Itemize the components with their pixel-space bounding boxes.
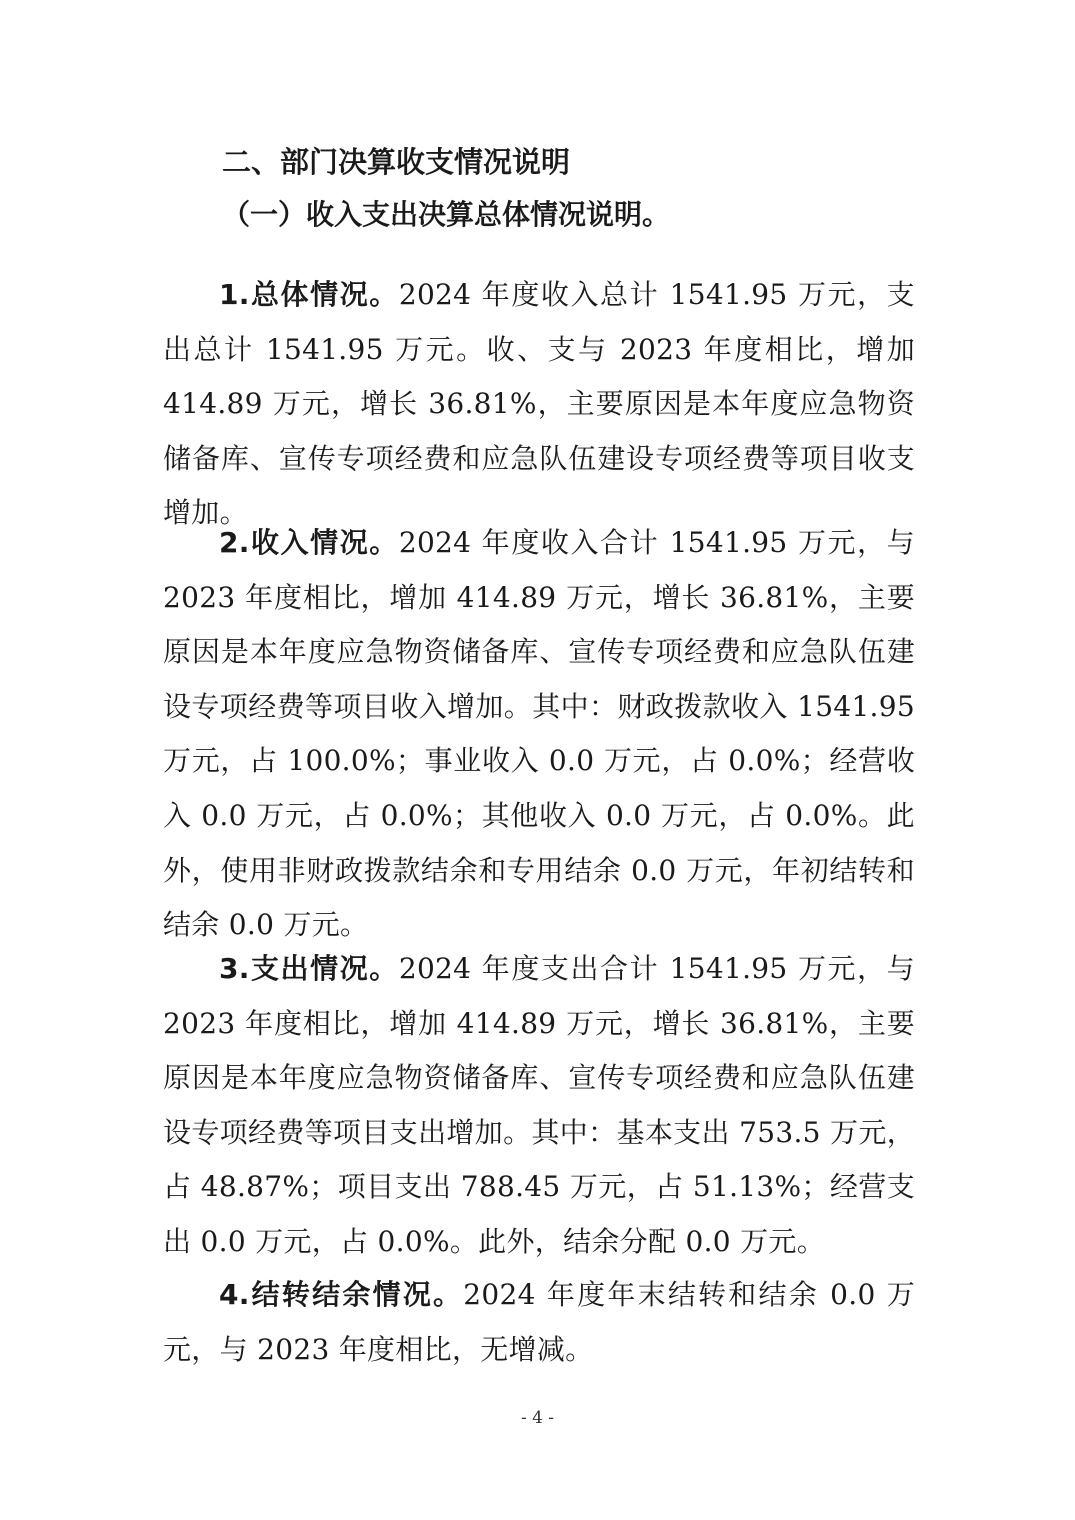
paragraph-text: 2024 年度收入总计 1541.95 万元，支出总计 1541.95 万元。收、支与 2023 年度相比，增加 414.89 万元，增长 36.81%，主要原因是本年度应急物资储备库、宣传专项经费和应急队伍建设专项经费等项目收支增加。: [163, 278, 915, 530]
paragraph-lead: 3.支出情况。: [219, 952, 399, 985]
page-number: - 4 -: [520, 1408, 555, 1428]
paragraph-expenditure: [163, 942, 915, 1270]
paragraph-text: 2024 年度支出合计 1541.95 万元，与 2023 年度相比，增加 414.89 万元，增长 36.81%，主要原因是本年度应急物资储备库、宣传专项经费和应急队伍建设专项经费等项目支出增加。其中：基本支出 753.5 万元，占 48.87%；项目支出 788.45 万元，占 51.13%；经营支出 0.0 万元，占 0.0%。此外，结余分配 0.0 万元。: [163, 952, 915, 1258]
paragraph-text: 2024 年度年末结转和结余 0.0 万元，与 2023 年度相比，无增减。: [163, 1278, 915, 1366]
sub-title: （一）收入支出决算总体情况说明。: [222, 198, 671, 231]
paragraph-lead: 1.总体情况。: [219, 278, 399, 311]
paragraph-carryover: [163, 1268, 915, 1377]
paragraph-lead: 4.结转结余情况。: [219, 1278, 464, 1311]
section-title: 二、部门决算收支情况说明: [222, 145, 571, 179]
paragraph-overall: [163, 268, 915, 541]
paragraph-income: [163, 516, 915, 953]
paragraph-text: 2024 年度收入合计 1541.95 万元，与 2023 年度相比，增加 414.89 万元，增长 36.81%，主要原因是本年度应急物资储备库、宣传专项经费和应急队伍建设专项经费等项目收入增加。其中：财政拨款收入 1541.95 万元，占 100.0%；事业收入 0.0 万元，占 0.0%；经营收入 0.0 万元，占 0.0%；其他收入 0.0 万元，占 0.0%。此外，使用非财政拨款结余和专用结余 0.0 万元，年初结转和结余 0.0 万元。: [163, 526, 915, 942]
paragraph-lead: 2.收入情况。: [219, 526, 399, 559]
